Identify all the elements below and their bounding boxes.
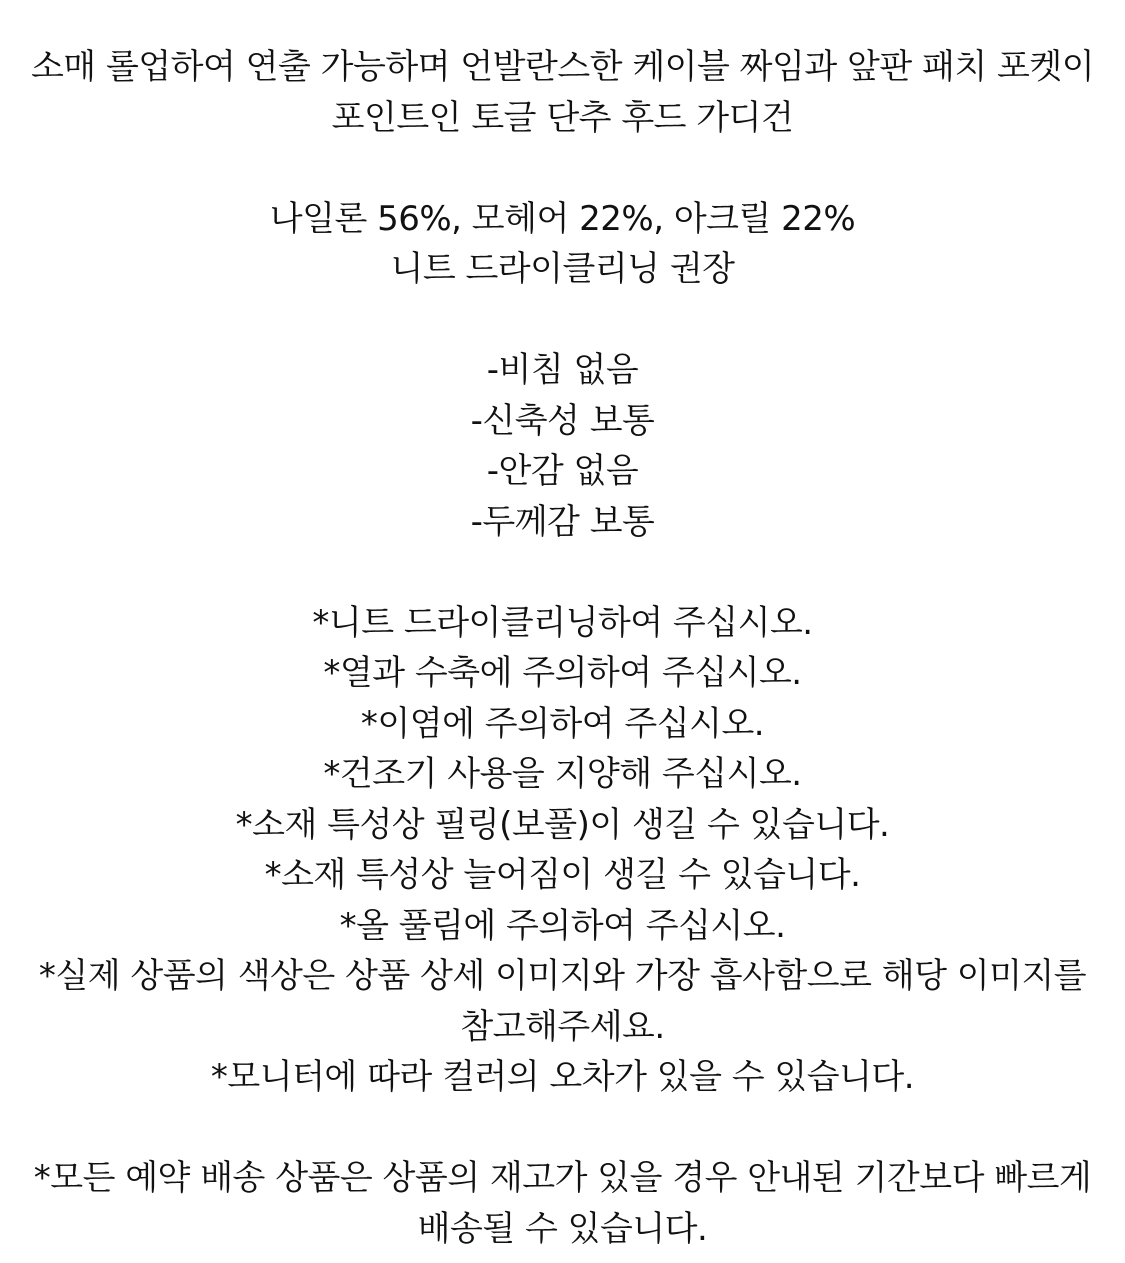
- description-line: 소매 롤업하여 연출 가능하며 언발란스한 케이블 짜임과 앞판 패치 포켓이: [30, 47, 1095, 87]
- shipping-line: 배송될 수 있습니다.: [417, 1208, 708, 1249]
- feature-item: -안감 없음: [486, 451, 639, 491]
- material-text: 나일론 56%, 모헤어 22%, 아크릴 22%: [269, 198, 856, 239]
- description-block: [0, 42, 1125, 143]
- notice-item: *실제 상품의 색상은 상품 상세 이미지와 가장 흡사함으로 해당 이미지를: [38, 956, 1087, 996]
- feature-item: -두께감 보통: [470, 501, 655, 542]
- spacer: [0, 295, 1125, 346]
- feature-item: -신축성 보통: [470, 400, 655, 441]
- shipping-block: [0, 1153, 1125, 1254]
- notice-item: *이염에 주의하여 주십시오.: [360, 703, 765, 744]
- notice-item: 참고해주세요.: [460, 1006, 665, 1047]
- notice-item: *모니터에 따라 컬러의 오차가 있을 수 있습니다.: [210, 1057, 915, 1097]
- spacer: [0, 1103, 1125, 1154]
- notice-item: *올 풀림에 주의하여 주십시오.: [339, 905, 786, 946]
- feature-item: -비침 없음: [486, 350, 639, 390]
- spacer: [0, 143, 1125, 194]
- spacer: [0, 547, 1125, 598]
- notice-item: *건조기 사용을 지양해 주십시오.: [323, 754, 802, 794]
- notice-item: *니트 드라이클리닝하여 주십시오.: [312, 602, 813, 643]
- notice-item: *소재 특성상 필링(보풀)이 생길 수 있습니다.: [235, 804, 890, 845]
- composition-block: [0, 194, 1125, 295]
- features-block: [0, 345, 1125, 547]
- notice-item: *소재 특성상 늘어짐이 생길 수 있습니다.: [264, 855, 861, 895]
- care-text: 니트 드라이클리닝 권장: [390, 249, 735, 289]
- shipping-line: *모든 예약 배송 상품은 상품의 재고가 있을 경우 안내된 기간보다 빠르게: [33, 1158, 1092, 1198]
- notice-item: *열과 수축에 주의하여 주십시오.: [323, 653, 802, 693]
- notices-block: [0, 598, 1125, 1103]
- description-line: 포인트인 토글 단추 후드 가디건: [331, 97, 794, 138]
